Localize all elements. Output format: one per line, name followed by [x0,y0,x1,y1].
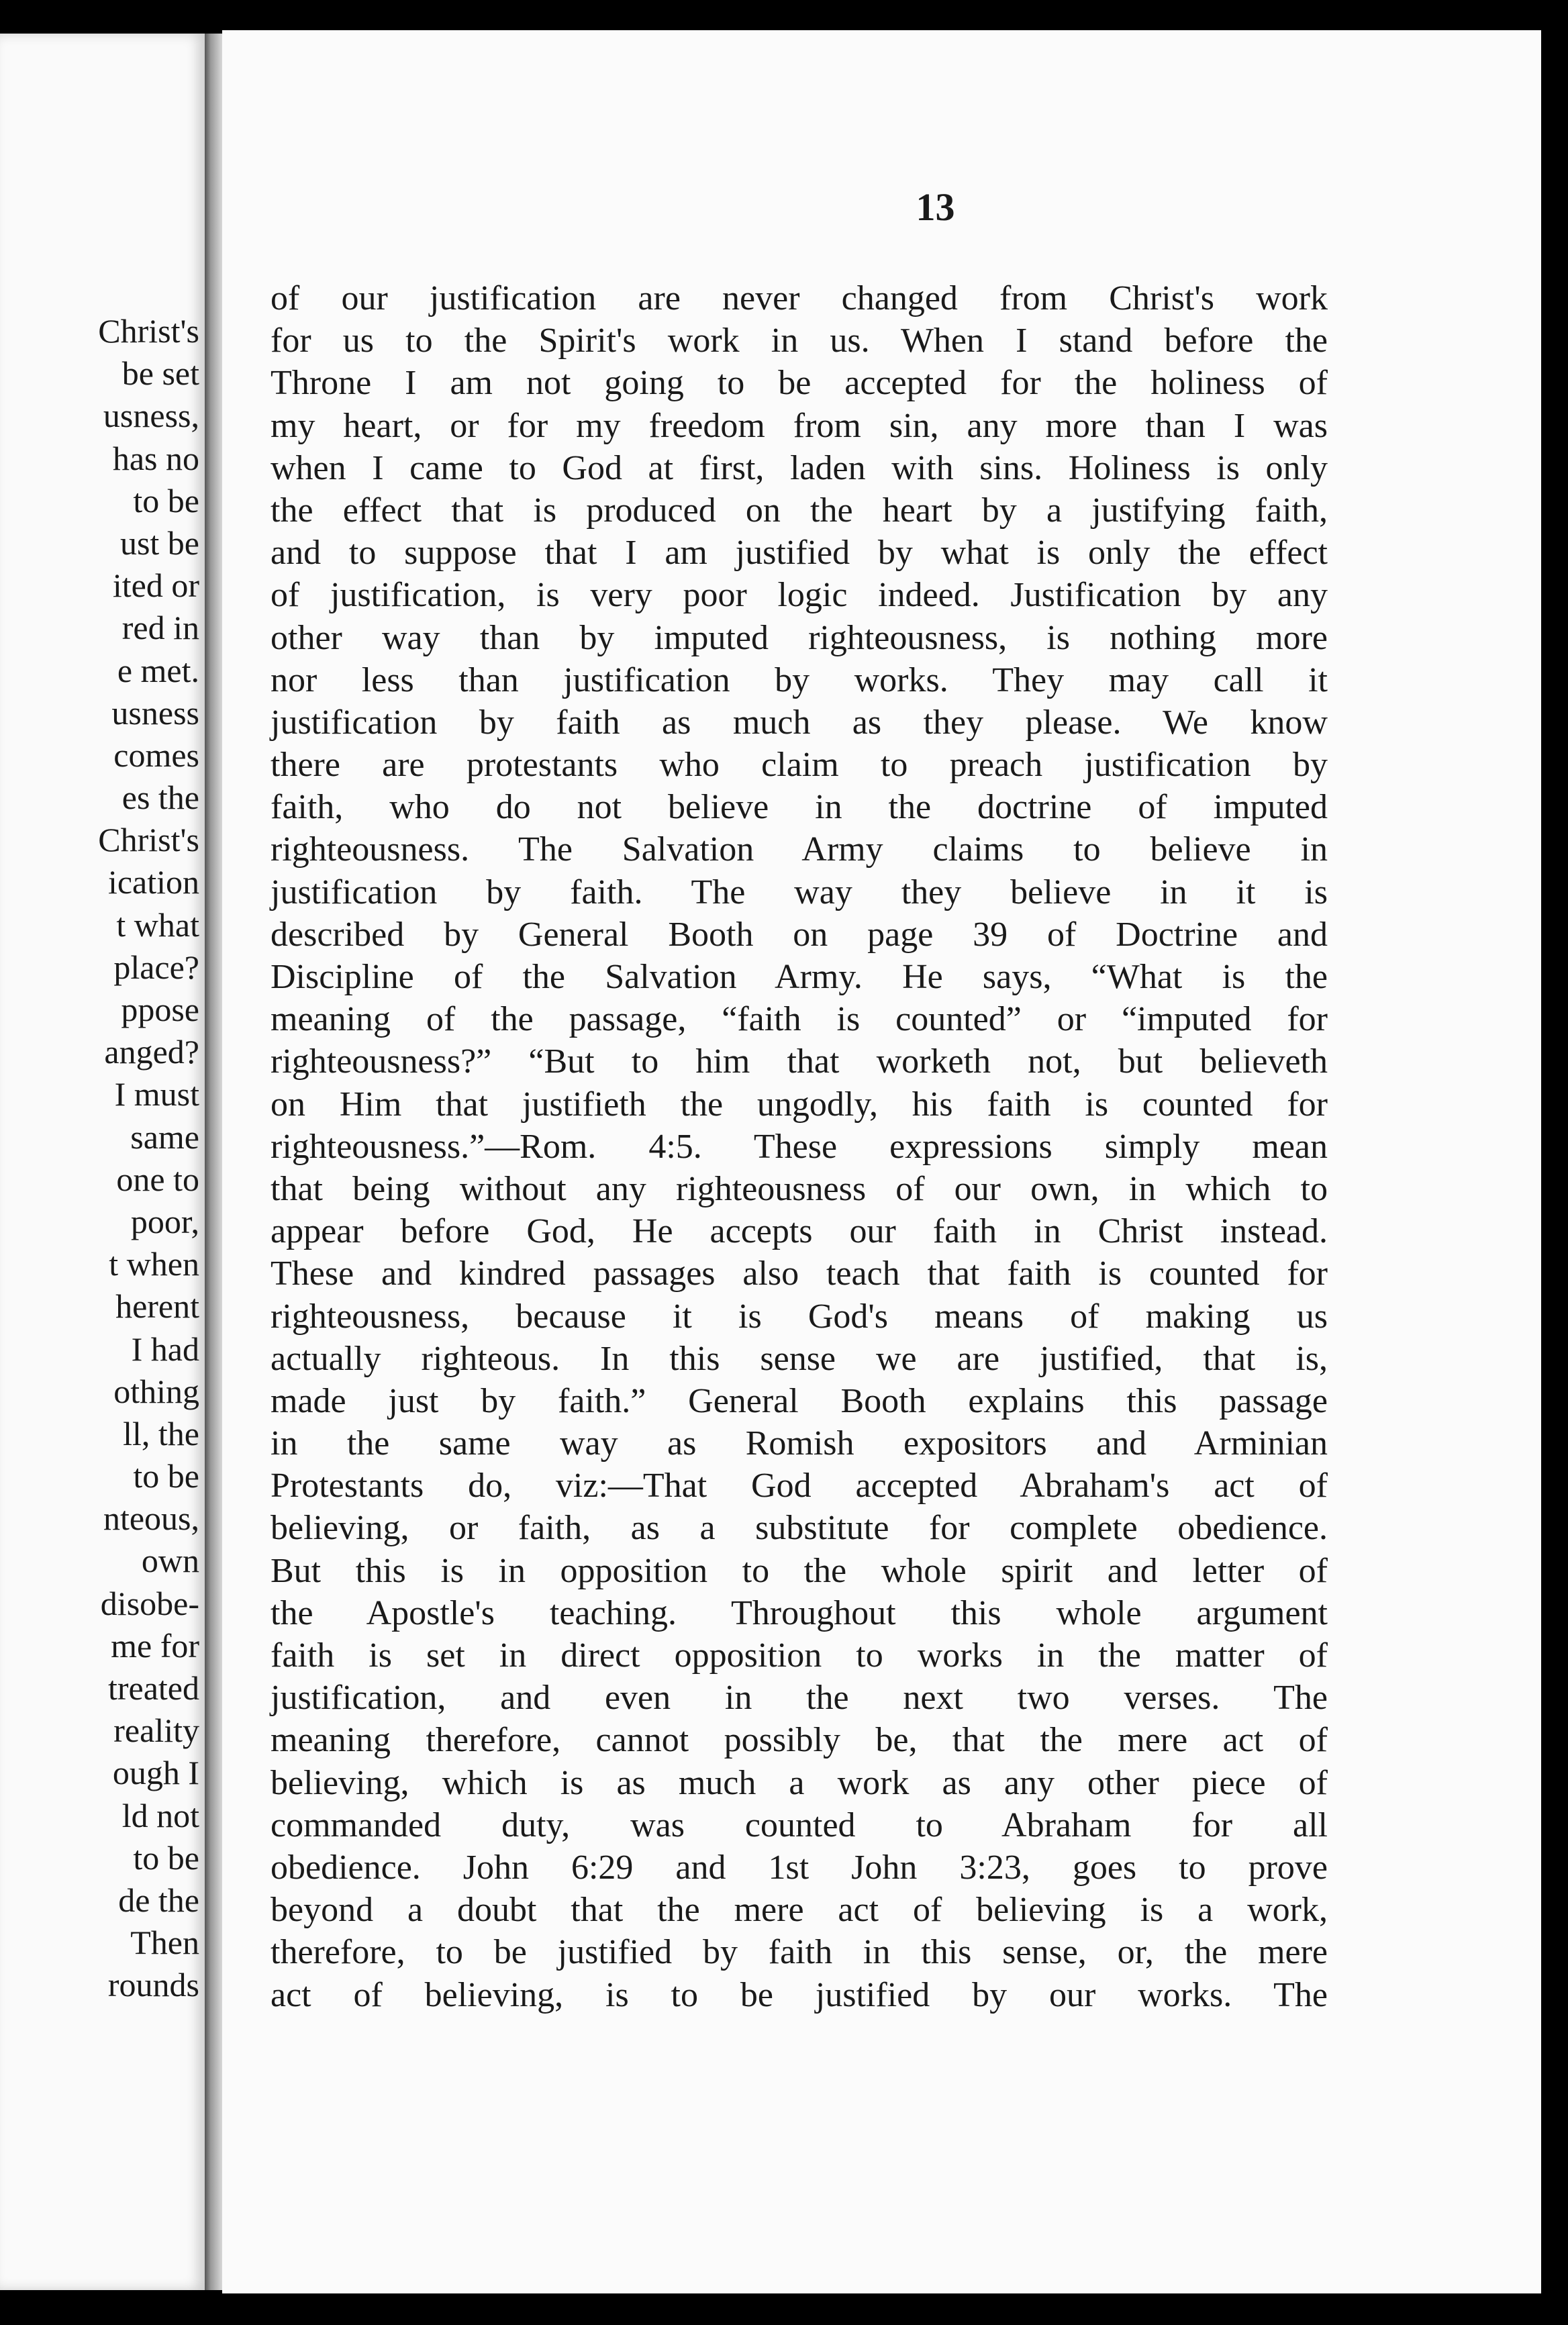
left-page-line: disobe- [100,1584,199,1622]
text-line: therefore, to be justified by faith in this sense, or, the mere [271,1933,1328,1972]
left-page-line: de the [118,1881,199,1919]
text-line: and to suppose that I am justified by what is only the effect [271,534,1328,573]
text-line: But this is in opposition to the whole spirit and letter of [271,1551,1328,1590]
left-page-line: reality [113,1712,199,1750]
left-page-line: herent [115,1287,199,1326]
left-page [0,34,207,2290]
left-page-line: othing [113,1372,199,1410]
text-line: beyond a doubt that the mere act of believing is a work, [271,1891,1328,1930]
text-line: meaning therefore, cannot possibly be, that the mere act of [271,1721,1328,1760]
left-page-line: usness [111,693,199,732]
text-line: commanded duty, was counted to Abraham for all [271,1805,1328,1844]
left-page-line: ld not [121,1796,199,1834]
page-number: 13 [916,185,955,229]
left-page-line: treated [107,1669,199,1707]
left-page-line: me for [111,1626,199,1665]
text-line: that being without any righteousness of our own, in which to [271,1169,1328,1208]
left-page-line: nteous, [103,1499,199,1538]
left-page-line: I had [131,1330,199,1368]
text-line: appear before God, He accepts our faith in Christ instead. [271,1212,1328,1251]
left-page-text [0,310,199,2007]
text-line: justification by faith as much as they please. We know [271,703,1328,742]
text-line: there are protestants who claim to preach justification by [271,746,1328,785]
text-line: These and kindred passages also teach that faith is counted for [271,1254,1328,1293]
text-line: in the same way as Romish expositors and Arminian [271,1424,1328,1463]
text-line: faith is set in direct opposition to works in the matter of [271,1636,1328,1675]
left-page-line: ll, the [123,1414,199,1452]
body-text [271,277,1328,2016]
left-page-line: one to [116,1160,199,1198]
text-line: for us to the Spirit's work in us. When I stand before the [271,321,1328,360]
text-line: act of believing, is to be justified by our works. The [271,1975,1328,2014]
left-page-line: ust be [119,524,199,562]
right-page [222,30,1541,2293]
text-line: on Him that justifieth the ungodly, his faith is counted for [271,1085,1328,1124]
text-line: meaning of the passage, “faith is counted” or “imputed for [271,1000,1328,1039]
text-line: Discipline of the Salvation Army. He says, “What is the [271,958,1328,996]
text-line: believing, or faith, as a substitute for complete obedience. [271,1509,1328,1548]
text-line: righteousness. The Salvation Army claims to believe in [271,830,1328,869]
left-page-line: to be [133,1457,199,1495]
text-line: righteousness, because it is God's means of making us [271,1297,1328,1336]
left-page-line: ough I [112,1754,199,1792]
left-page-line: I must [114,1075,199,1114]
left-page-line: poor, [130,1202,199,1240]
text-line: actually righteous. In this sense we are justified, that is, [271,1339,1328,1378]
text-line: of our justification are never changed from Christ's work [271,279,1328,317]
left-page-line: ppose [121,991,199,1028]
text-line: Protestants do, viz:—That God accepted Abraham's act of [271,1467,1328,1505]
left-page-line: ication [107,863,199,901]
text-line: the effect that is produced on the heart by a justifying faith, [271,491,1328,530]
left-page-line: rounds [107,1966,199,2004]
left-page-line: place? [113,948,199,986]
left-page-line: own [141,1542,199,1580]
text-line: righteousness.”—Rom. 4:5. These expressions simply mean [271,1127,1328,1166]
text-line: righteousness?” “But to him that worketh not, but believeth [271,1042,1328,1081]
left-page-line: has no [112,439,199,477]
left-page-line: Christ's [98,821,199,859]
text-line: nor less than justification by works. They may call it [271,660,1328,699]
left-page-line: red in [121,609,199,647]
text-line: faith, who do not believe in the doctrine of imputed [271,788,1328,827]
left-page-line: t when [109,1245,199,1283]
left-page-line: to be [133,481,199,520]
left-page-line: to be [133,1838,199,1877]
text-line: of justification, is very poor logic indeed. Justification by any [271,576,1328,615]
left-page-line: Then [130,1924,199,1962]
left-page-line: e met. [117,651,199,689]
text-line: justification by faith. The way they believe in it is [271,873,1328,911]
text-line: described by General Booth on page 39 of Doctrine and [271,915,1328,954]
left-page-line: Christ's [98,312,199,350]
text-line: when I came to God at first, laden with sins. Holiness is only [271,448,1328,487]
left-page-line: es the [121,779,199,817]
text-line: my heart, or for my freedom from sin, any more than I was [271,406,1328,445]
text-line: the Apostle's teaching. Throughout this whole argument [271,1593,1328,1632]
left-page-line: ited or [112,566,199,605]
text-line: justification, and even in the next two verses. The [271,1679,1328,1718]
left-page-line: usness, [103,397,199,435]
left-page-line: be set [121,354,199,393]
left-page-line: comes [113,736,199,774]
left-page-line: anged? [104,1033,199,1071]
left-page-line: same [130,1118,199,1156]
text-line: obedience. John 6:29 and 1st John 3:23, goes to prove [271,1848,1328,1887]
text-line: believing, which is as much a work as any other piece of [271,1763,1328,1802]
text-line: Throne I am not going to be accepted for the holiness of [271,364,1328,403]
book-spine [205,34,222,2290]
text-line: made just by faith.” General Booth explains this passage [271,1381,1328,1420]
left-page-line: t what [116,905,199,944]
text-line: other way than by imputed righteousness, is nothing more [271,618,1328,657]
